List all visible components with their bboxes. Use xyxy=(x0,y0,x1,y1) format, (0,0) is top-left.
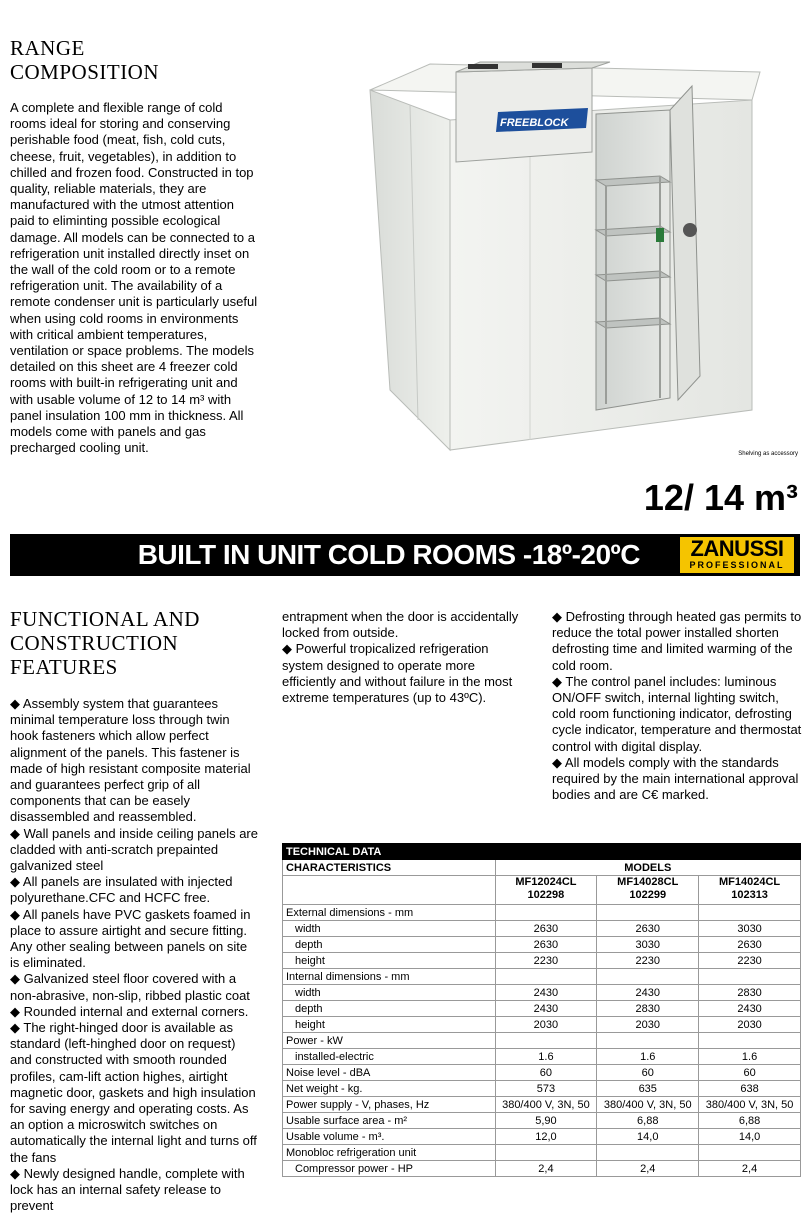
table-row xyxy=(283,905,801,921)
row-value: 2,4 xyxy=(699,1161,801,1177)
row-value: 573 xyxy=(495,1081,597,1097)
table-row xyxy=(283,1129,801,1145)
table-row xyxy=(283,1113,801,1129)
row-value: 3030 xyxy=(699,921,801,937)
feature-item: ◆ Wall panels and inside ceiling panels are cladded with anti-scratch prepainted galvanized steel xyxy=(10,825,258,874)
row-value: 2230 xyxy=(597,953,699,969)
row-value: 5,90 xyxy=(495,1113,597,1129)
features-heading-line3: FEATURES xyxy=(10,655,118,679)
row-value: 380/400 V, 3N, 50 xyxy=(597,1097,699,1113)
features-column-1 xyxy=(10,696,258,1215)
row-value: 6,88 xyxy=(699,1113,801,1129)
model-code: 102298 xyxy=(527,889,565,901)
cold-room-image xyxy=(360,60,800,460)
row-label: depth xyxy=(283,937,496,953)
row-value xyxy=(699,905,801,921)
brand-subtitle: PROFESSIONAL xyxy=(689,560,785,570)
feature-item: ◆ All models comply with the standards required by the main international approval bodies and are C€ marked. xyxy=(552,754,799,803)
row-label: width xyxy=(283,921,496,937)
row-value: 2030 xyxy=(495,1017,597,1033)
row-label: Power - kW xyxy=(283,1033,496,1049)
row-value xyxy=(495,1145,597,1161)
row-value: 1.6 xyxy=(699,1049,801,1065)
characteristics-header: CHARACTERISTICS xyxy=(283,860,496,876)
title-banner xyxy=(10,534,800,576)
row-value: 2830 xyxy=(699,985,801,1001)
row-label: Usable surface area - m² xyxy=(283,1113,496,1129)
feature-item: ◆ The right-hinged door is available as standard (left-hinghed door on request) and constructed with smooth rounded profiles, cam-lift action highes, airtight magnetic door, gaskets and high insulation for saving energy and operating costs. As an option a microswitch switches on automatically the internal light and turns off the fans xyxy=(10,1020,257,1165)
model-name: MF14024CL xyxy=(719,876,781,888)
row-value: 60 xyxy=(699,1065,801,1081)
row-value: 2,4 xyxy=(495,1161,597,1177)
row-value: 60 xyxy=(597,1065,699,1081)
row-label: Net weight - kg. xyxy=(283,1081,496,1097)
feature-item: ◆ Defrosting through heated gas permits to reduce the total power installed shorten defrosting time and limited warming of the cold room. xyxy=(552,609,802,673)
range-heading-line1: RANGE xyxy=(10,36,85,60)
model-cell xyxy=(495,876,597,905)
row-label: External dimensions - mm xyxy=(283,905,496,921)
row-value: 2230 xyxy=(699,953,801,969)
table-row xyxy=(283,969,801,985)
table-row xyxy=(283,1065,801,1081)
row-label: width xyxy=(283,985,496,1001)
row-value: 1.6 xyxy=(495,1049,597,1065)
table-row xyxy=(283,1049,801,1065)
model-code: 102299 xyxy=(629,889,667,901)
row-value: 14,0 xyxy=(699,1129,801,1145)
cold-room-illustration xyxy=(360,60,800,460)
row-value: 2030 xyxy=(597,1017,699,1033)
row-value: 380/400 V, 3N, 50 xyxy=(495,1097,597,1113)
row-label: height xyxy=(283,1017,496,1033)
table-row xyxy=(283,985,801,1001)
row-value: 2630 xyxy=(495,937,597,953)
row-value: 380/400 V, 3N, 50 xyxy=(699,1097,801,1113)
table-header-row xyxy=(283,860,801,876)
feature-item: ◆ Galvanized steel floor covered with a non-abrasive, non-slip, ribbed plastic coat xyxy=(10,971,250,1003)
row-value xyxy=(597,1145,699,1161)
table-row xyxy=(283,1081,801,1097)
features-column-3 xyxy=(552,609,802,803)
row-value: 2630 xyxy=(699,937,801,953)
row-value: 2430 xyxy=(495,985,597,1001)
range-heading-line2: COMPOSITION xyxy=(10,60,160,84)
row-value xyxy=(699,1033,801,1049)
table-title-row xyxy=(283,844,801,860)
model-codes-row xyxy=(283,876,801,905)
row-value: 12,0 xyxy=(495,1129,597,1145)
table-row xyxy=(283,1161,801,1177)
row-value xyxy=(597,905,699,921)
row-value xyxy=(597,1033,699,1049)
model-cell xyxy=(597,876,699,905)
feature-item: ◆ Assembly system that guarantees minimal temperature loss through twin hook fasteners which allow perfect alignment of the panels. This fastener is made of high resistant composite material and guarantees perfect grip of all components that can be easely disassembled and reassembled. xyxy=(10,696,251,825)
volume-label: 12/ 14 m³ xyxy=(643,477,798,518)
row-value: 1.6 xyxy=(597,1049,699,1065)
table-row xyxy=(283,1033,801,1049)
row-label: Power supply - V, phases, Hz xyxy=(283,1097,496,1113)
row-value: 14,0 xyxy=(597,1129,699,1145)
feature-item: ◆ Newly designed handle, complete with lock has an internal safety release to prevent xyxy=(10,1165,245,1214)
row-value: 2830 xyxy=(597,1001,699,1017)
unit-brand-label: FREEBLOCK xyxy=(500,117,569,129)
technical-data-table xyxy=(282,843,801,1177)
brand-name: ZANUSSI xyxy=(690,536,784,561)
row-value: 2630 xyxy=(495,921,597,937)
features-column-2 xyxy=(282,609,522,706)
feature-item: entrapment when the door is accidentally locked from outside. xyxy=(282,609,519,641)
range-description: A complete and flexible range of cold rooms ideal for storing and conserving perishable food (meat, fish, cold cuts, cheese, fruit, vegetables), in addition to chilled and frozen food. Constructed in top quality, reliable materials, they are manufactured with the utmost attention paid to eliminting possible ecological damage. All models can be connected to a refrigeration unit installed directly inset on the wall of the cold room or to a remote refrigeration unit. The availability of a remote condenser unit is particularly useful when using cold rooms in environments with critical ambient temperatures, ventilation or space problems. The models detailed on this sheet are 4 freezer cold rooms with built-in refrigerating unit and with usable volume of 12 to 14 m³ with panel insulation 100 mm in thickness. All models come with panels and gas precharged cooling unit. xyxy=(10,100,258,456)
features-heading-line2: CONSTRUCTION xyxy=(10,631,179,655)
table-row xyxy=(283,1145,801,1161)
model-name: MF12024CL xyxy=(515,876,577,888)
feature-item: ◆ All panels are insulated with injected polyurethane.CFC and HCFC free. xyxy=(10,874,233,906)
row-value: 635 xyxy=(597,1081,699,1097)
row-value: 2230 xyxy=(495,953,597,969)
row-label: Noise level - dBA xyxy=(283,1065,496,1081)
table-row xyxy=(283,921,801,937)
row-value: 6,88 xyxy=(597,1113,699,1129)
row-value xyxy=(495,969,597,985)
model-cell xyxy=(699,876,801,905)
row-value: 2630 xyxy=(597,921,699,937)
row-value: 2030 xyxy=(699,1017,801,1033)
row-value: 3030 xyxy=(597,937,699,953)
row-label: depth xyxy=(283,1001,496,1017)
row-value xyxy=(597,969,699,985)
feature-item: ◆ All panels have PVC gaskets foamed in place to assure airtight and secure fitting. Any other sealing between panels on site is eliminated. xyxy=(10,906,251,971)
table-title: TECHNICAL DATA xyxy=(283,844,801,860)
model-name: MF14028CL xyxy=(617,876,679,888)
table-row xyxy=(283,953,801,969)
row-value: 60 xyxy=(495,1065,597,1081)
row-value: 638 xyxy=(699,1081,801,1097)
feature-item: ◆ The control panel includes: luminous ON/OFF switch, internal lighting switch, cold room functioning indicator, defrosting cycle indicator, temperature and thermostat control with digital display. xyxy=(552,673,802,754)
row-label: Compressor power - HP xyxy=(283,1161,496,1177)
table-row xyxy=(283,1001,801,1017)
empty-cell xyxy=(283,876,496,905)
models-header: MODELS xyxy=(495,860,801,876)
row-value xyxy=(699,1145,801,1161)
row-label: Usable volume - m³. xyxy=(283,1129,496,1145)
feature-item: ◆ Powerful tropicalized refrigeration system designed to operate more efficiently and without failure in the most extreme temperatures (up to 43ºC). xyxy=(282,641,513,706)
image-caption: Shelving as accessory xyxy=(738,451,798,457)
row-label: height xyxy=(283,953,496,969)
features-heading xyxy=(10,607,200,679)
row-label: Monobloc refrigeration unit xyxy=(283,1145,496,1161)
row-value: 2430 xyxy=(495,1001,597,1017)
row-value xyxy=(495,905,597,921)
table-row xyxy=(283,937,801,953)
row-value: 2,4 xyxy=(597,1161,699,1177)
row-value: 2430 xyxy=(699,1001,801,1017)
feature-item: ◆ Rounded internal and external corners. xyxy=(10,1003,249,1019)
table-row xyxy=(283,1017,801,1033)
row-label: installed-electric xyxy=(283,1049,496,1065)
row-value xyxy=(495,1033,597,1049)
model-code: 102313 xyxy=(731,889,768,901)
row-value xyxy=(699,969,801,985)
table-row xyxy=(283,1097,801,1113)
row-label: Internal dimensions - mm xyxy=(283,969,496,985)
row-value: 2430 xyxy=(597,985,699,1001)
brand-logo xyxy=(680,537,794,573)
banner-title: BUILT IN UNIT COLD ROOMS -18º-20ºC xyxy=(137,539,640,570)
features-heading-line1: FUNCTIONAL AND xyxy=(10,607,200,631)
range-heading xyxy=(10,36,159,84)
